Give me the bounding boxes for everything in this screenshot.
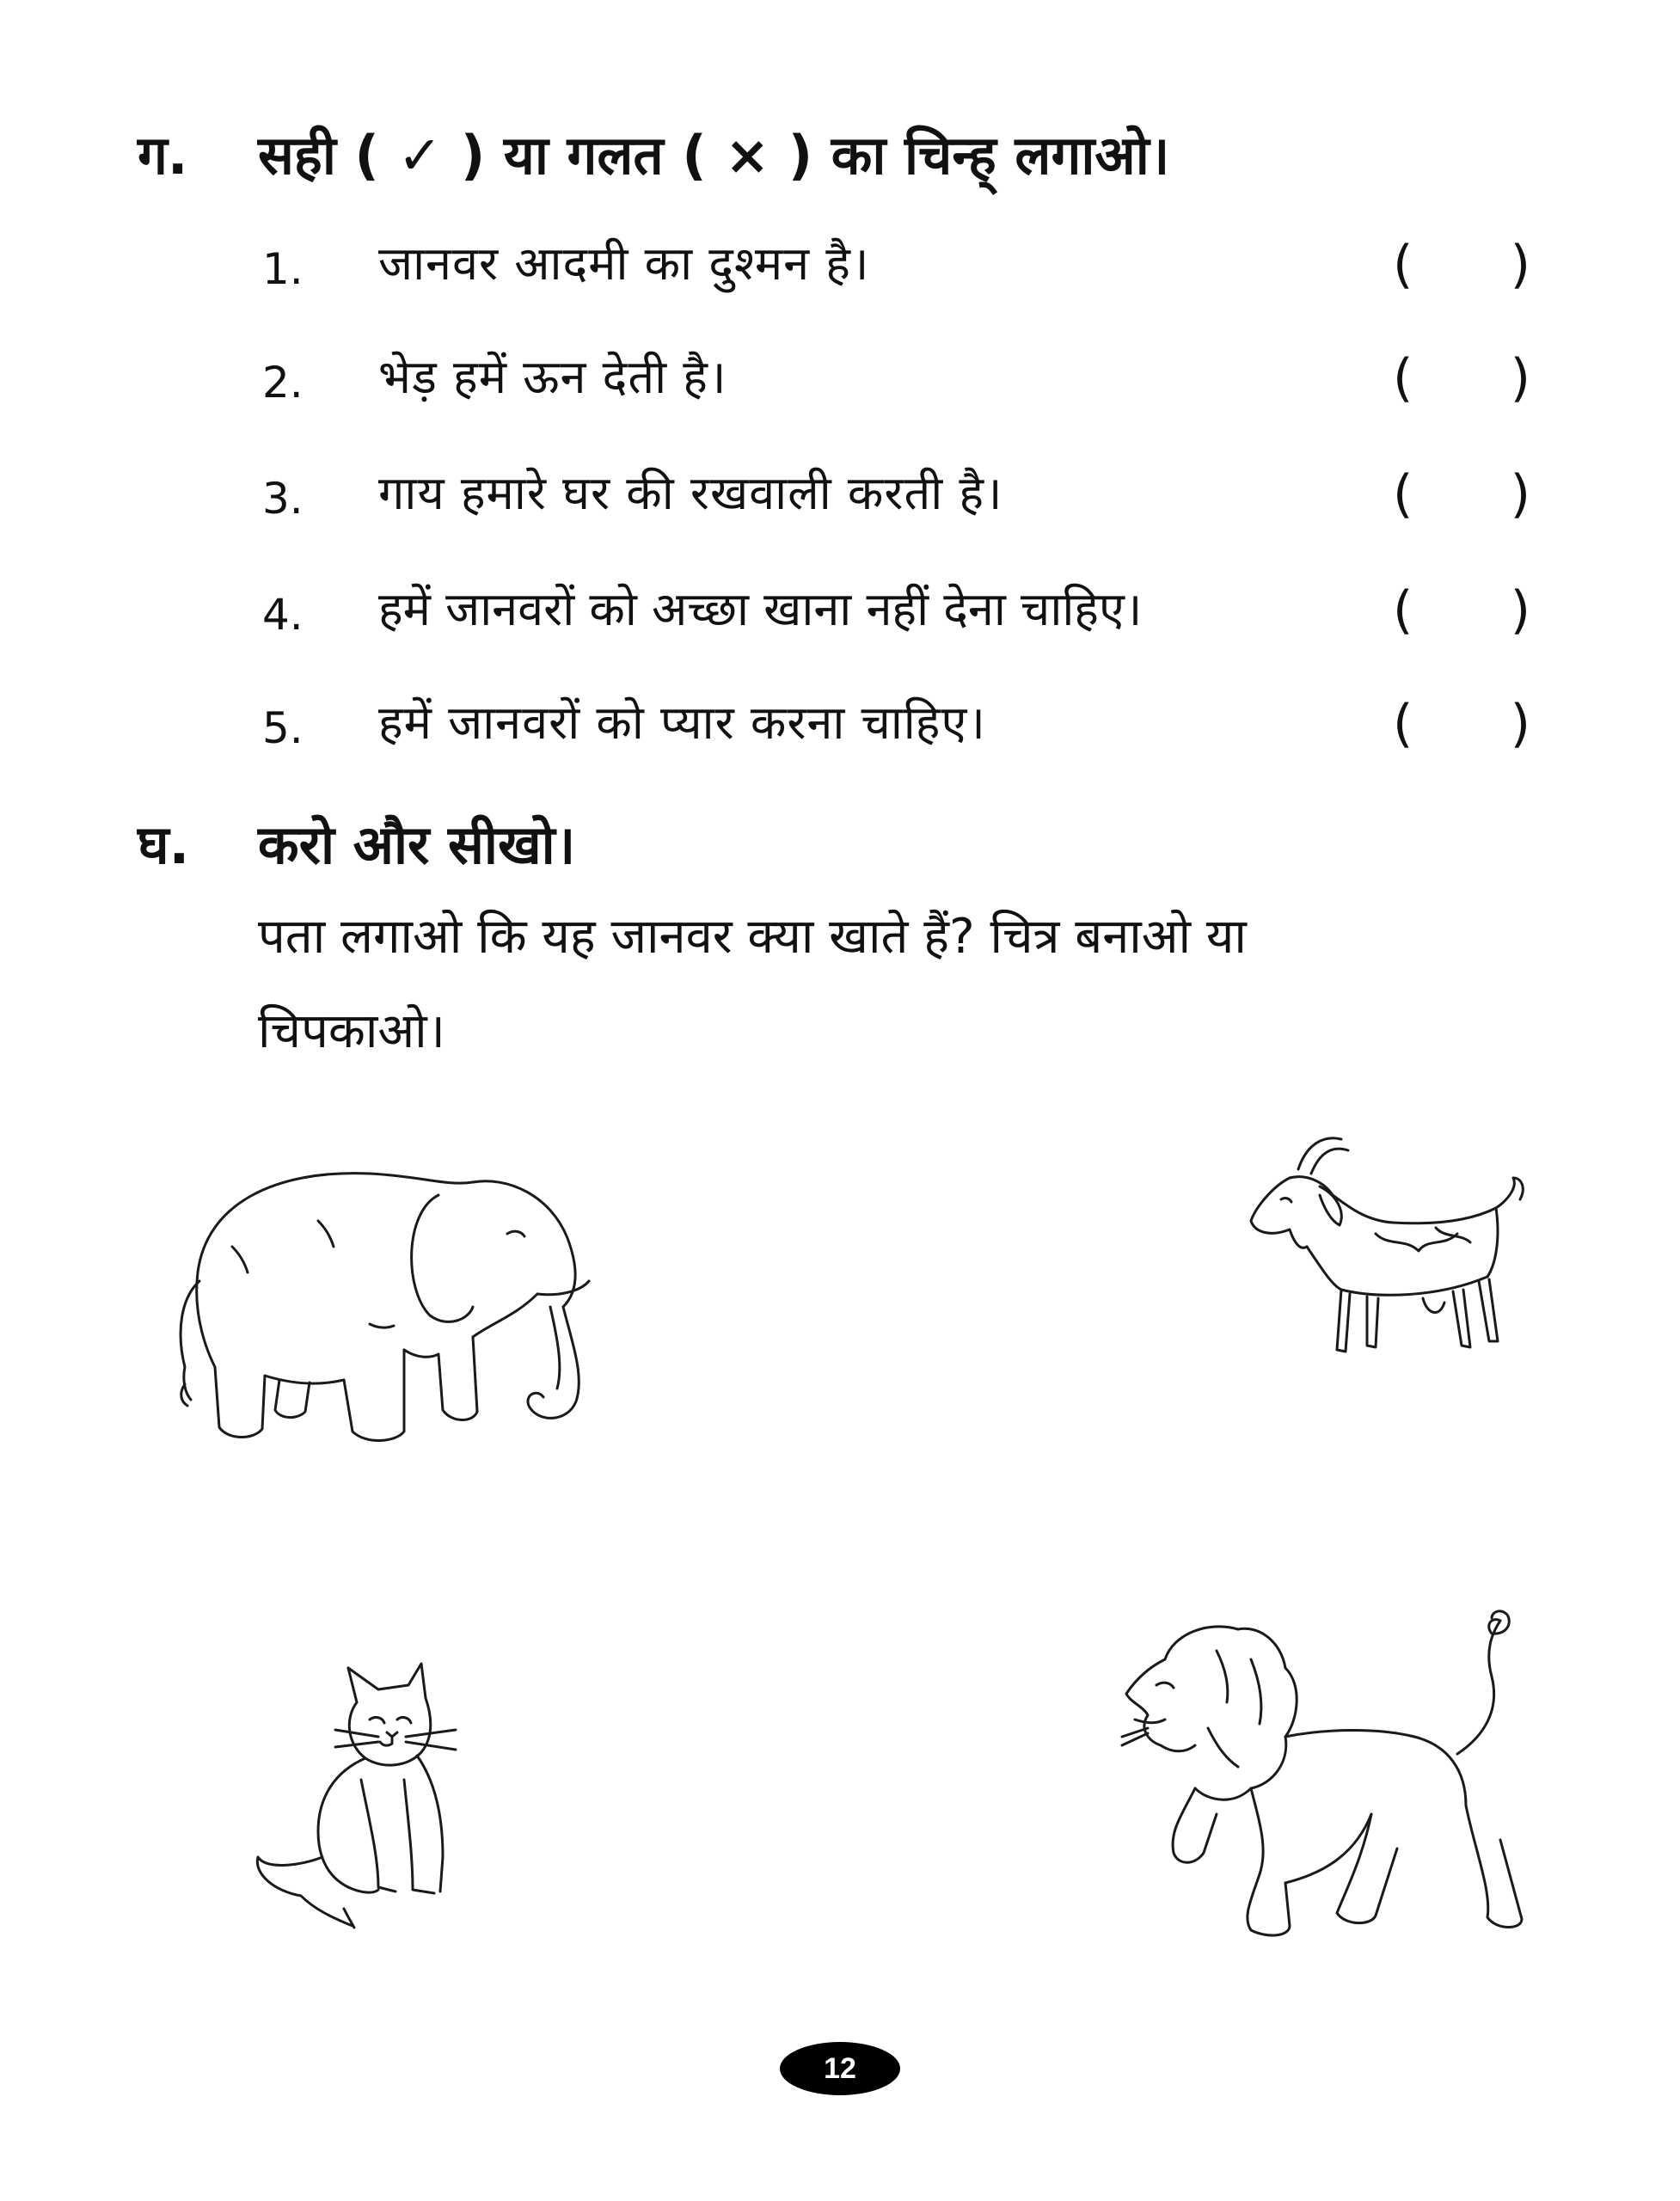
instruction-line-2: चिपकाओ। bbox=[258, 1003, 445, 1059]
close-paren: ) bbox=[1510, 464, 1530, 524]
instruction-line-1: पता लगाओ कि यह जानवर क्या खाते हैं? चित्र बनाओ या bbox=[258, 909, 1247, 965]
page-number-badge bbox=[780, 2042, 900, 2095]
cat-illustration bbox=[249, 1651, 490, 1934]
section-gh-title: करो और सीखो। bbox=[258, 813, 576, 876]
item-4-number: 4. bbox=[262, 590, 304, 640]
item-3-text: गाय हमारे घर की रखवाली करती है। bbox=[378, 466, 1003, 520]
open-paren: ( bbox=[1393, 694, 1413, 754]
open-paren: ( bbox=[1393, 464, 1413, 524]
close-paren: ) bbox=[1510, 694, 1530, 754]
close-paren: ) bbox=[1510, 235, 1530, 295]
lion-illustration bbox=[1088, 1599, 1535, 1960]
item-2-text: भेड़ हमें ऊन देती है। bbox=[378, 350, 727, 404]
item-2-answer-box[interactable] bbox=[1393, 348, 1530, 408]
item-1-text: जानवर आदमी का दुश्मन है। bbox=[378, 236, 870, 291]
item-4-answer-box[interactable] bbox=[1393, 580, 1530, 641]
item-5-answer-box[interactable] bbox=[1393, 694, 1530, 754]
elephant-illustration bbox=[146, 1143, 602, 1453]
open-paren: ( bbox=[1393, 235, 1413, 295]
item-1-number: 1. bbox=[262, 244, 304, 294]
item-3-answer-box[interactable] bbox=[1393, 464, 1530, 524]
item-2-number: 2. bbox=[262, 358, 304, 408]
item-1-answer-box[interactable] bbox=[1393, 235, 1530, 295]
open-paren: ( bbox=[1393, 580, 1413, 641]
item-4-text: हमें जानवरों को अच्छा खाना नहीं देना चाहिए। bbox=[378, 582, 1143, 636]
section-gh-letter: घ. bbox=[138, 813, 190, 876]
item-3-number: 3. bbox=[262, 474, 304, 524]
section-g-letter: ग. bbox=[138, 124, 188, 187]
item-5-number: 5. bbox=[262, 703, 304, 753]
close-paren: ) bbox=[1510, 348, 1530, 408]
item-5-text: हमें जानवरों को प्यार करना चाहिए। bbox=[378, 696, 986, 750]
close-paren: ) bbox=[1510, 580, 1530, 641]
section-g-title: सही ( ✓ ) या गलत ( × ) का चिन्ह् लगाओ। bbox=[258, 124, 1170, 187]
open-paren: ( bbox=[1393, 348, 1413, 408]
page-number: 12 bbox=[824, 2051, 856, 2085]
goat-illustration bbox=[1238, 1126, 1530, 1384]
